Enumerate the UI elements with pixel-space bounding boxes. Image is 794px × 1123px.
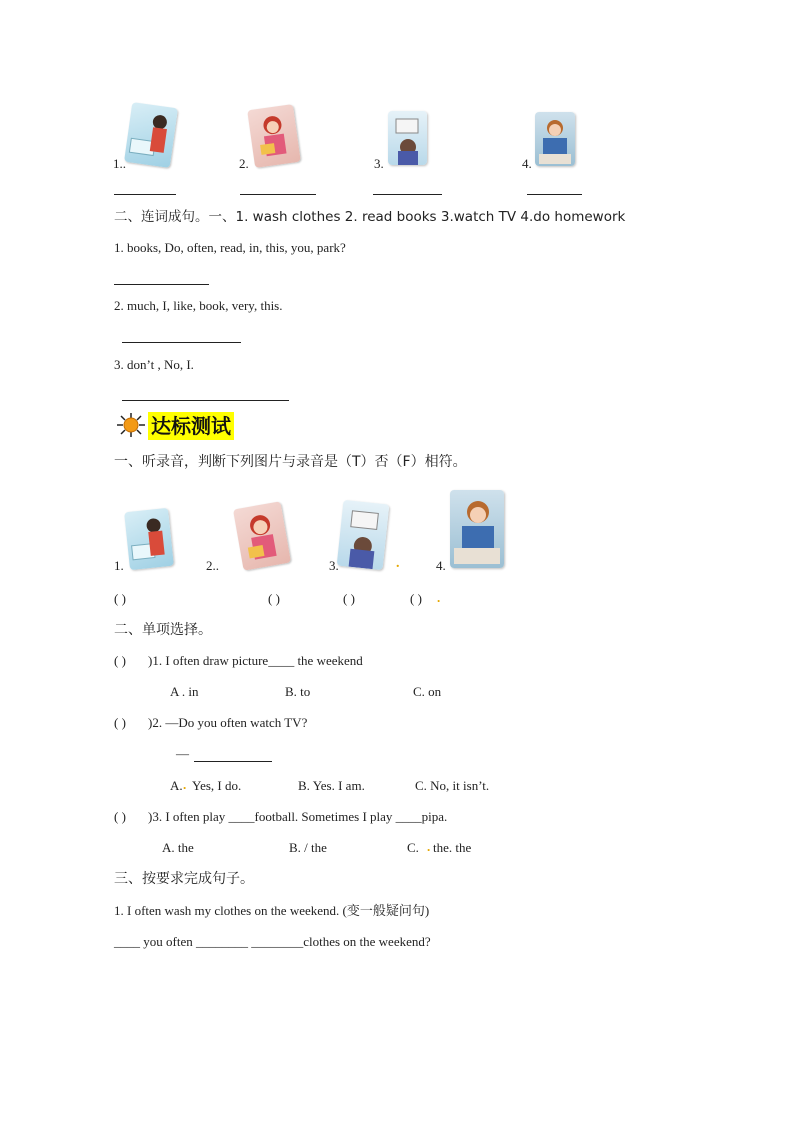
answer-line-2[interactable] <box>240 194 316 195</box>
choice-section-title: 二、单项选择。 <box>114 622 212 638</box>
picture-wash-clothes <box>124 102 178 168</box>
choice-q2-answer-line[interactable] <box>194 761 272 762</box>
option-dot: . <box>183 777 187 792</box>
picture-watch-tv <box>388 111 427 165</box>
reorder-question-3: 3. don’t , No, I. <box>114 357 194 372</box>
listen-pic-label-1: 1. <box>114 558 124 573</box>
answer-line-1[interactable] <box>114 194 176 195</box>
choice-q1-bracket[interactable]: ( ) <box>114 653 126 668</box>
top-pic-label-2: 2. <box>239 156 249 171</box>
option-dot-2: . <box>427 839 431 854</box>
answer-line-4[interactable] <box>527 194 582 195</box>
complete-section-title: 三、按要求完成句子。 <box>114 871 254 887</box>
choice-q2-bracket[interactable]: ( ) <box>114 715 126 730</box>
choice-q1-option-b[interactable]: B. to <box>285 684 311 699</box>
reorder-answer-line-3[interactable] <box>122 400 289 401</box>
choice-q3-option-c[interactable]: C. <box>407 840 419 855</box>
choice-q2-text: )2. —Do you often watch TV? <box>148 715 308 730</box>
complete-q1-answer[interactable]: ____ you often ________ ________clothes on the weekend? <box>114 934 431 949</box>
top-pic-label-3: 3. <box>374 156 384 171</box>
picture-do-homework-2 <box>450 490 504 568</box>
listen-pic-label-3: 3. <box>329 558 339 573</box>
listen-pic-label-2: 2.. <box>206 558 219 573</box>
choice-q3-option-c-text: the. the <box>433 840 472 855</box>
picture-read-books <box>247 104 301 168</box>
decorative-dot: . <box>396 556 400 571</box>
answer-line-3[interactable] <box>373 194 442 195</box>
reorder-question-1: 1. books, Do, often, read, in, this, you, park? <box>114 240 346 255</box>
test-section-heading <box>148 412 234 440</box>
answer-bracket-3[interactable]: ( ) <box>343 591 355 606</box>
complete-q1-text: 1. I often wash my clothes on the weekend. (变一般疑问句) <box>114 903 430 918</box>
choice-q1-option-c[interactable]: C. on <box>413 684 442 699</box>
answer-bracket-1[interactable]: ( ) <box>114 591 126 606</box>
picture-wash-clothes-2 <box>124 508 174 570</box>
sun-icon <box>113 411 149 439</box>
picture-watch-tv-2 <box>337 500 390 570</box>
reorder-answer-line-2[interactable] <box>122 342 241 343</box>
reorder-answer-line-1[interactable] <box>114 284 209 285</box>
reorder-question-2: 2. much, I, like, book, very, this. <box>114 298 283 313</box>
picture-read-books-2 <box>233 501 291 570</box>
answer-bracket-2[interactable]: ( ) <box>268 591 280 606</box>
choice-q3-option-a[interactable]: A. the <box>162 840 194 855</box>
listen-section-title: 一、听录音，判断下列图片与录音是（T）否（F）相符。 <box>114 454 467 470</box>
choice-q2-option-c[interactable]: C. No, it isn’t. <box>415 778 490 793</box>
choice-q3-bracket[interactable]: ( ) <box>114 809 126 824</box>
choice-q3-option-b[interactable]: B. / the <box>289 840 327 855</box>
choice-q1-text: )1. I often draw picture____ the weekend <box>148 653 363 668</box>
test-section-heading-text: 达标测试 <box>151 414 231 438</box>
picture-do-homework <box>535 112 575 166</box>
answer-bracket-4[interactable]: ( ) <box>410 591 422 606</box>
top-pic-label-4: 4. <box>522 156 532 171</box>
choice-q2-option-a-text: Yes, I do. <box>192 778 242 793</box>
choice-q3-text: )3. I often play ____football. Sometimes I play ____pipa. <box>148 809 448 824</box>
choice-q2-option-a[interactable]: A. <box>170 778 183 793</box>
choice-q1-option-a[interactable]: A . in <box>170 684 199 699</box>
bracket-dot: . <box>437 590 441 605</box>
listen-pic-label-4: 4. <box>436 558 446 573</box>
reorder-section-title: 二、连词成句。一、1. wash clothes 2. read books 3.watch TV 4.do homework <box>114 209 626 225</box>
choice-q2-dash: — <box>176 746 189 761</box>
choice-q2-option-b[interactable]: B. Yes. I am. <box>298 778 365 793</box>
top-pic-label-1: 1.. <box>113 156 126 171</box>
